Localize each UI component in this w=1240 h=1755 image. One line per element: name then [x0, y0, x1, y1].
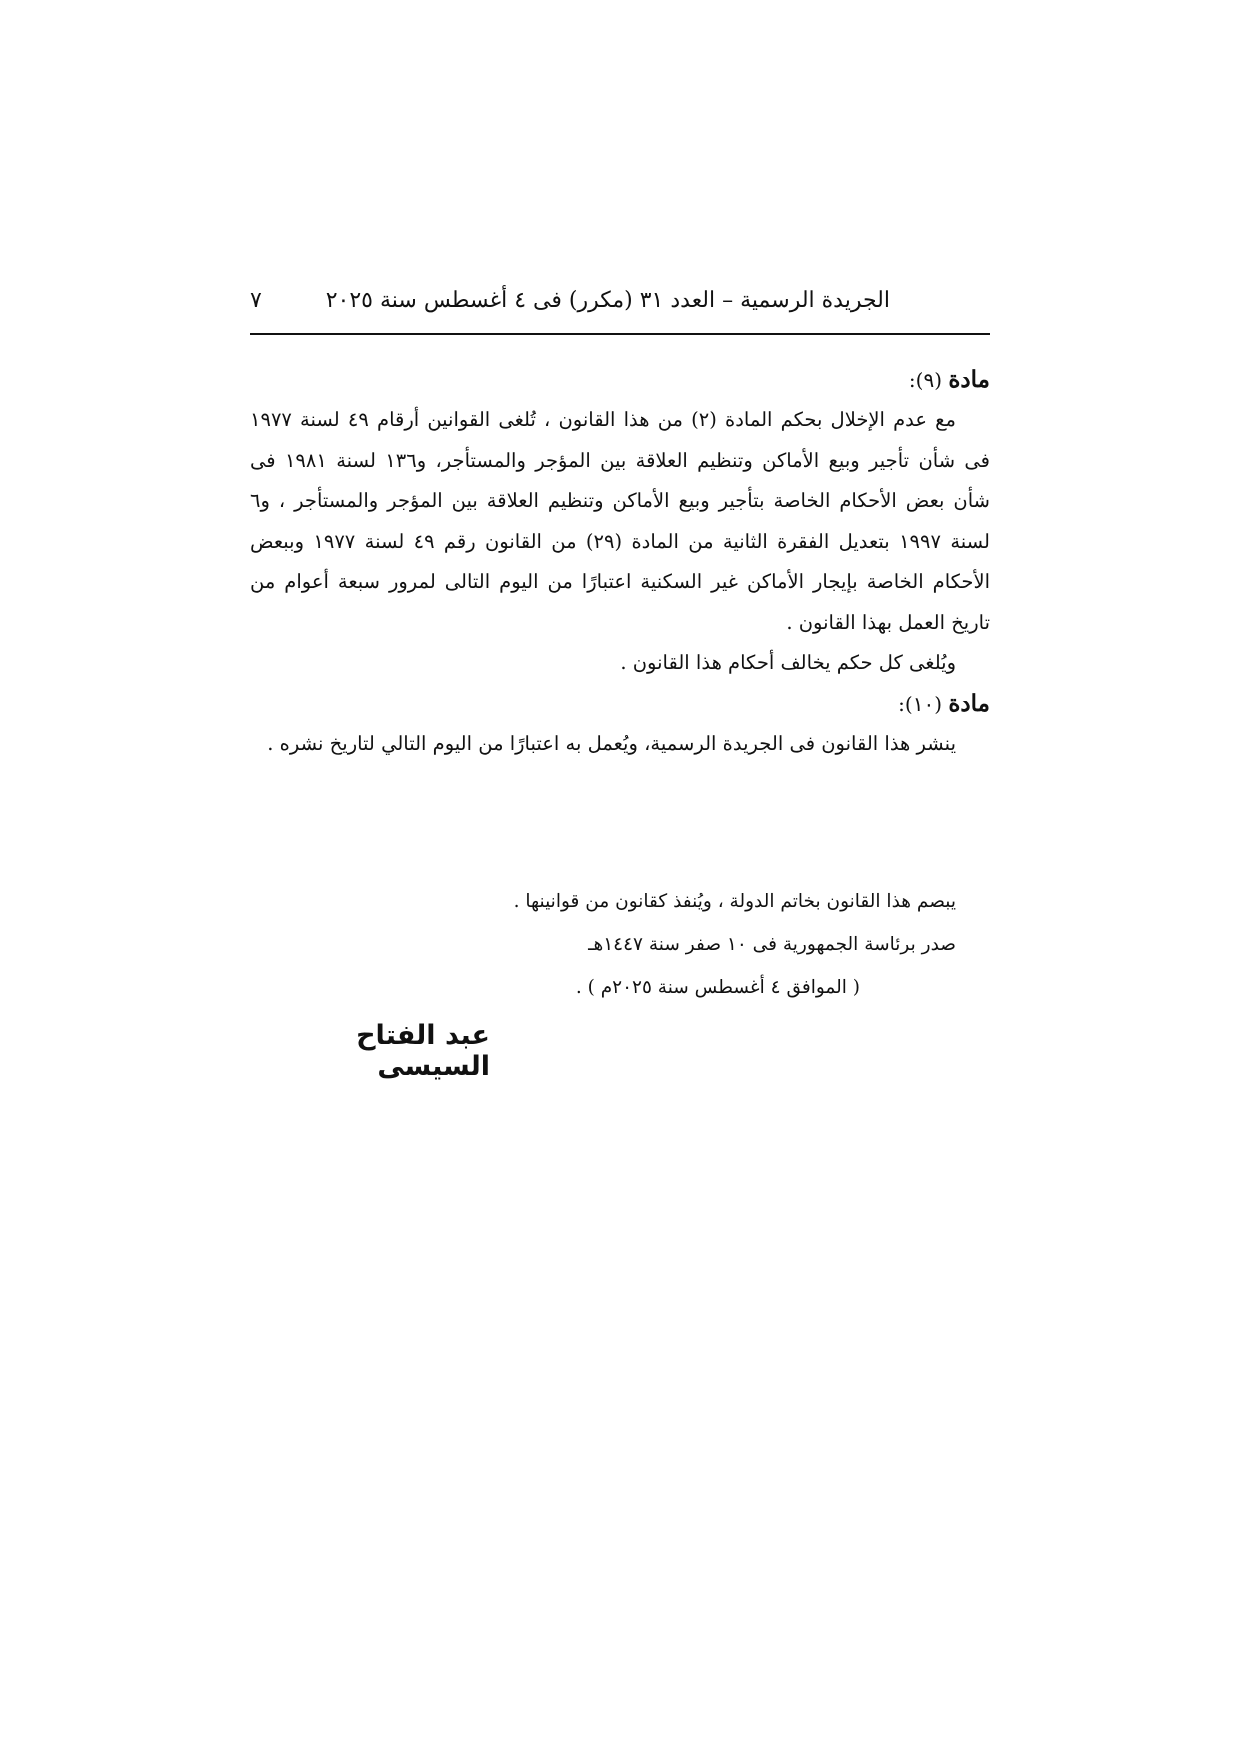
article-10-heading	[250, 684, 990, 724]
article-number: (١٠)	[904, 691, 943, 716]
page-number: ٧	[250, 288, 262, 313]
seal-line: يبصم هذا القانون بخاتم الدولة ، ويُنفذ كقانون من قوانينها .	[513, 891, 956, 912]
signature: عبد الفتاح السيسى	[356, 1020, 490, 1082]
article-label: مادة	[948, 689, 990, 717]
document-body	[250, 360, 990, 764]
article-label: مادة	[948, 366, 990, 393]
header-divider	[250, 333, 990, 335]
page-header	[250, 282, 990, 332]
gregorian-date-line: ( الموافق ٤ أغسطس سنة ٢٠٢٥م ) .	[575, 977, 860, 998]
article-number: (٩)	[915, 368, 943, 392]
article-10-paragraph-1: ينشر هذا القانون فى الجريدة الرسمية، ويُعمل به اعتبارًا من اليوم التالي لتاريخ نشره .	[267, 731, 956, 755]
header-title: الجريدة الرسمية – العدد ٣١ (مكرر) فى ٤ أغسطس سنة ٢٠٢٥	[325, 288, 890, 313]
closing-block	[250, 880, 990, 1009]
article-suffix: :	[898, 691, 905, 716]
article-9-heading	[250, 360, 990, 400]
article-9-paragraph-2: ويُلغى كل حكم يخالف أحكام هذا القانون .	[620, 651, 956, 674]
article-9-paragraph-1: مع عدم الإخلال بحكم المادة (٢) من هذا القانون ، تُلغى القوانين أرقام ٤٩ لسنة ١٩٧٧ فى شأن تأجير وبيع الأماكن وتنظيم العلاقة بين المؤجر والمستأجر، و١٣٦ لسنة ١٩٨١ فى شأن بعض الأحكام الخاصة بتأجير وبيع الأماكن وتنظيم العلاقة بين المؤجر والمستأجر ، و٦ لسنة ١٩٩٧ بتعديل الفقرة الثانية من المادة (٢٩) من القانون رقم ٤٩ لسنة ١٩٧٧ وببعض الأحكام الخاصة بإيجار الأماكن غير السكنية اعتبارًا من اليوم التالى لمرور سبعة أعوام من تاريخ العمل بهذا القانون .	[250, 408, 991, 634]
issued-line: صدر برئاسة الجمهورية فى ١٠ صفر سنة ١٤٤٧هـ	[588, 934, 956, 955]
article-suffix: :	[908, 368, 916, 392]
